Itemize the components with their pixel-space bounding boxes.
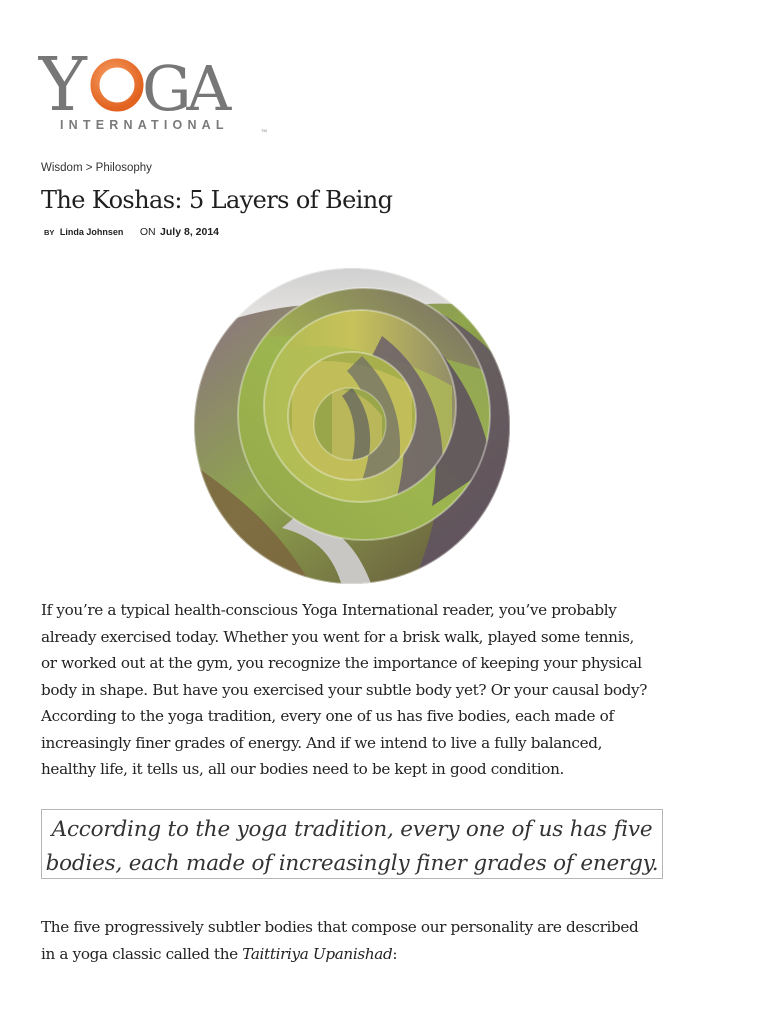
paragraph-line: According to the yoga tradition, every one of us has five bodies, each made of	[41, 707, 614, 725]
article-title: The Koshas: 5 Layers of Being	[41, 186, 393, 214]
pull-quote	[41, 809, 663, 879]
paragraph-line: healthy life, it tells us, all our bodies need to be kept in good condition.	[41, 760, 564, 778]
svg-text:GA: GA	[142, 52, 227, 125]
paragraph-line: The five progressively subtler bodies that compose our personality are described	[41, 918, 639, 936]
book-title: Taittiriya Upanishad	[242, 944, 393, 963]
paragraph-line: or worked out at the gym, you recognize the importance of keeping your physical	[41, 654, 642, 672]
breadcrumb-wisdom-link[interactable]: Wisdom	[41, 162, 83, 174]
article-paragraph-1	[41, 597, 681, 783]
breadcrumb	[41, 162, 152, 174]
pull-quote-line: According to the yoga tradition, every one of us has five	[51, 817, 653, 842]
logo-trademark: TM	[261, 128, 267, 133]
breadcrumb-philosophy-link[interactable]: Philosophy	[95, 162, 152, 174]
yoga-international-logo[interactable]	[38, 44, 270, 136]
byline-on-label: ON	[139, 226, 156, 238]
author-link[interactable]: Linda Johnsen	[59, 227, 124, 237]
paragraph-line: already exercised today. Whether you went for a brisk walk, played some tennis,	[41, 627, 635, 646]
svg-text:Y: Y	[38, 44, 83, 128]
paragraph-line: increasingly finer grades of energy. And if we intend to live a fully balanced,	[41, 733, 603, 752]
breadcrumb-separator: >	[85, 162, 93, 174]
logo-subtitle: INTERNATIONAL	[60, 118, 229, 132]
paragraph-line-prefix: in a yoga classic called the	[41, 944, 243, 963]
article-paragraph-2	[41, 914, 681, 967]
byline-by-label: BY	[44, 228, 55, 237]
paragraph-line: body in shape. But have you exercised your subtle body yet? Or your causal body?	[41, 680, 648, 699]
paragraph-line: If you’re a typical health-conscious Yoga International reader, you’ve probably	[41, 601, 617, 619]
paragraph-line-suffix: :	[392, 944, 398, 963]
pull-quote-line: bodies, each made of increasingly finer grades of energy.	[45, 851, 659, 876]
hero-image	[182, 266, 522, 586]
publish-date: July 8, 2014	[160, 226, 220, 238]
byline	[44, 222, 219, 240]
